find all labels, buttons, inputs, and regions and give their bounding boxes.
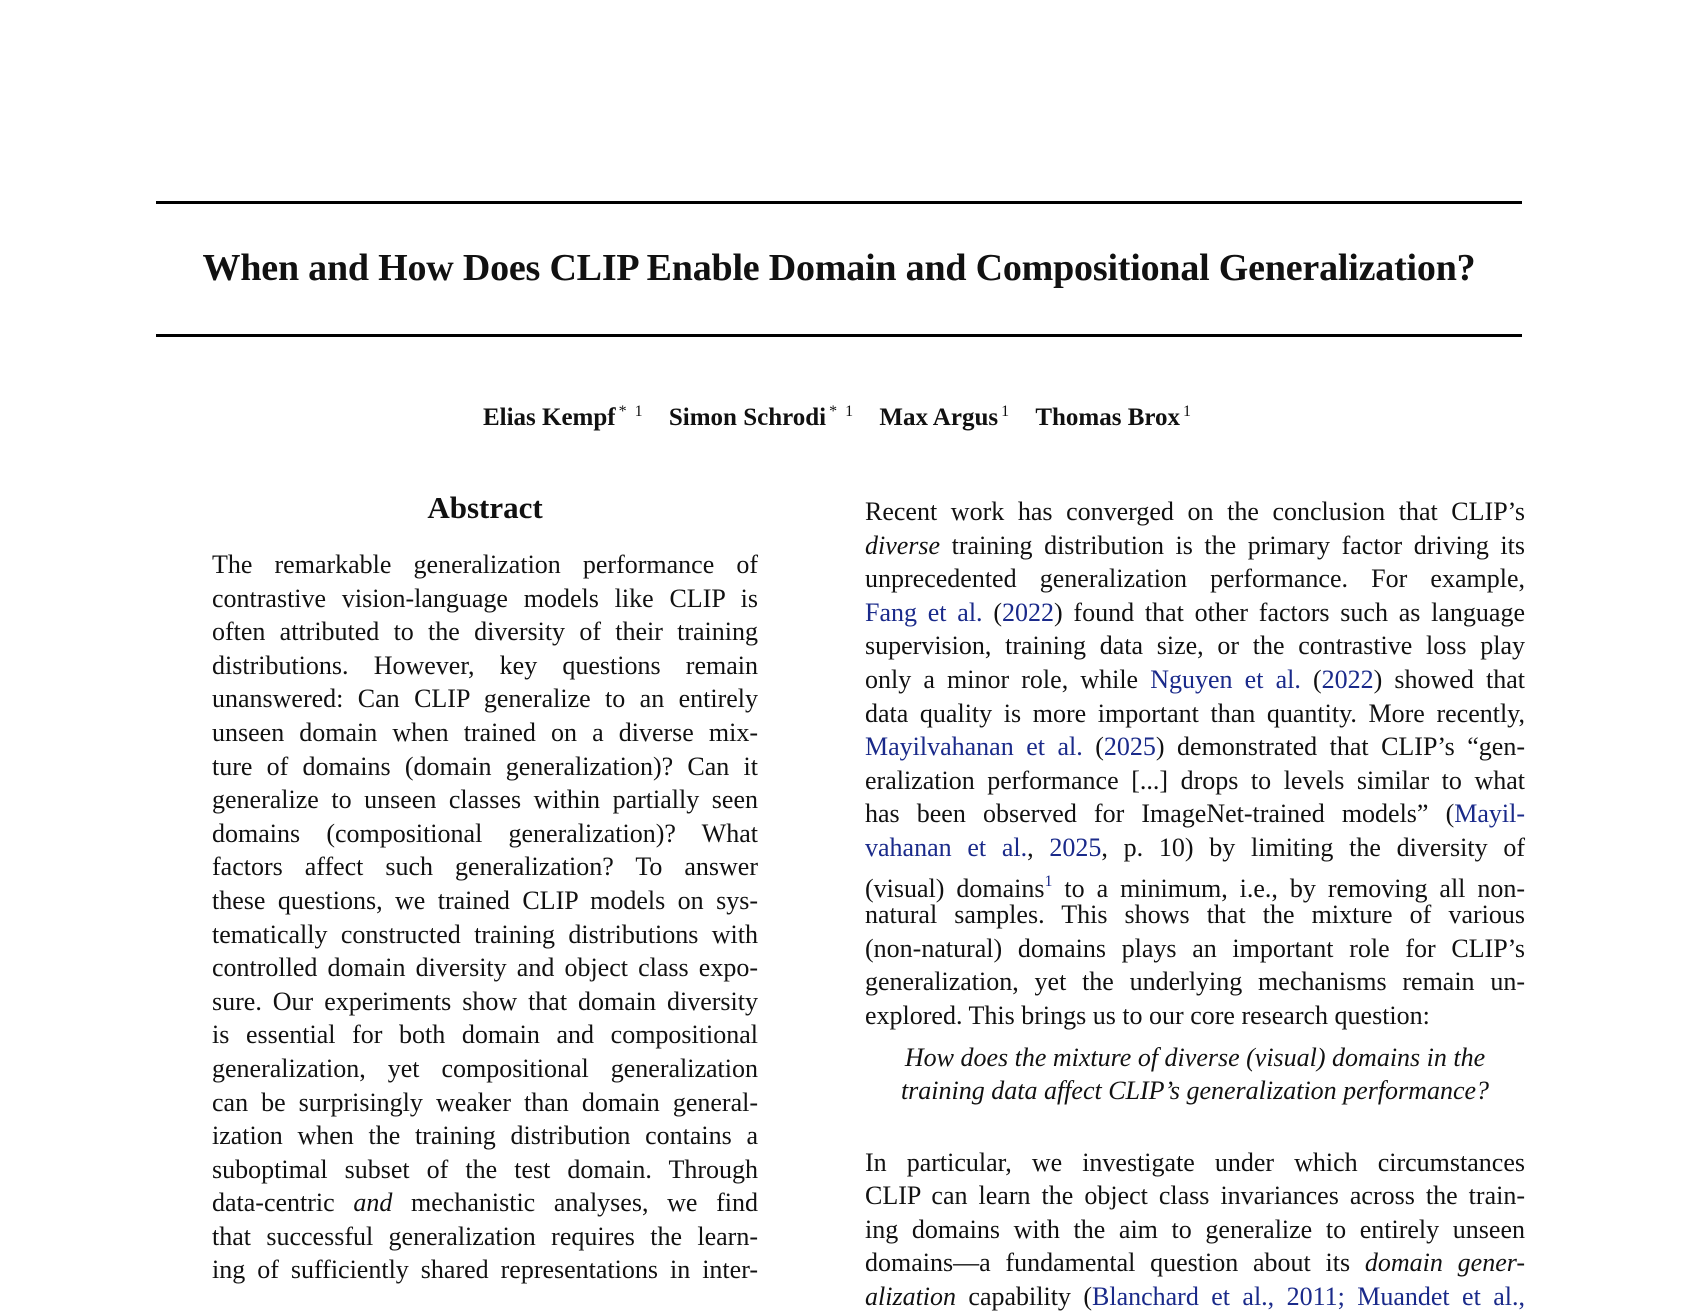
title-bottom-rule bbox=[156, 334, 1522, 337]
author-name: Elias Kempf bbox=[482, 404, 616, 431]
body-line: (non-natural) domains plays an important role for CLIP’s bbox=[865, 933, 1525, 963]
text: data-centric bbox=[212, 1188, 354, 1218]
paragraph-gap bbox=[865, 1108, 1525, 1146]
body-line bbox=[865, 831, 1525, 865]
abstract-line: suboptimal subset of the test domain. Through bbox=[212, 1154, 758, 1184]
text: , bbox=[1027, 832, 1050, 862]
introduction-column bbox=[865, 495, 1525, 1314]
body-line: Recent work has converged on the conclusion that CLIP’s bbox=[865, 497, 1525, 526]
research-question-line: How does the mixture of diverse (visual) domains in the bbox=[904, 1042, 1486, 1072]
abstract-line: that successful generalization requires the learn- bbox=[212, 1221, 758, 1251]
abstract-line: distributions. However, key questions remain bbox=[212, 650, 758, 680]
citation-year-link[interactable]: 2022 bbox=[1321, 664, 1374, 694]
body-line: eralization performance [...] drops to levels similar to what bbox=[865, 765, 1525, 795]
abstract-line bbox=[212, 1186, 758, 1220]
body-line bbox=[865, 529, 1525, 563]
citation-year-link[interactable]: 2025 bbox=[1049, 832, 1102, 862]
citation-link[interactable]: Mayil- bbox=[1454, 799, 1525, 829]
body-line bbox=[865, 797, 1525, 831]
emphasis: diverse bbox=[865, 530, 941, 560]
research-question-line: training data affect CLIP’s generalization performance? bbox=[900, 1076, 1490, 1106]
text: ( bbox=[982, 597, 1002, 627]
author-affiliation: 1 bbox=[1001, 403, 1012, 420]
text: to a minimum, i.e., by removing all non- bbox=[1052, 873, 1526, 903]
intro-paragraph-2 bbox=[865, 1146, 1525, 1314]
body-line: ing domains with the aim to generalize to entirely unseen bbox=[865, 1214, 1525, 1244]
text: ) demonstrated that CLIP’s “gen- bbox=[1155, 732, 1525, 762]
body-line: CLIP can learn the object class invariances across the train- bbox=[865, 1181, 1525, 1211]
text: capability ( bbox=[956, 1282, 1092, 1312]
citation-year-link[interactable]: 2025 bbox=[1103, 732, 1156, 762]
author-affiliation: * 1 bbox=[618, 403, 645, 420]
abstract-line: The remarkable generalization performance of bbox=[212, 550, 758, 579]
abstract-line: factors affect such generalization? To answer bbox=[212, 852, 758, 882]
abstract-line: sure. Our experiments show that domain diversity bbox=[212, 986, 758, 1016]
text: has been observed for ImageNet-trained models” ( bbox=[865, 799, 1455, 829]
research-question bbox=[865, 1041, 1525, 1108]
author-list bbox=[0, 394, 1676, 436]
emphasis: and bbox=[353, 1188, 393, 1218]
abstract-heading: Abstract bbox=[427, 490, 543, 525]
body-line: generalization, yet the underlying mechanisms remain un- bbox=[865, 967, 1525, 997]
abstract-line: ing of sufficiently shared representations in inter- bbox=[212, 1255, 758, 1285]
author bbox=[1035, 404, 1193, 431]
text: , p. 10) by limiting the diversity of bbox=[1101, 832, 1525, 862]
intro-paragraph-1 bbox=[865, 495, 1525, 1033]
emphasis: domain gener- bbox=[1364, 1248, 1525, 1278]
body-line bbox=[865, 1280, 1525, 1314]
body-line: explored. This brings us to our core research question: bbox=[865, 1000, 1430, 1030]
body-line bbox=[865, 865, 1526, 903]
author-name: Thomas Brox bbox=[1035, 404, 1181, 431]
author bbox=[483, 404, 645, 431]
body-line bbox=[865, 1246, 1525, 1280]
abstract-line: ture of domains (domain generalization)? Can it bbox=[212, 751, 758, 781]
citation-link[interactable]: vahanan et al. bbox=[865, 832, 1028, 862]
abstract-line: these questions, we trained CLIP models on sys- bbox=[212, 885, 758, 915]
text: domains—a fundamental question about its bbox=[865, 1248, 1365, 1278]
body-line bbox=[865, 663, 1525, 697]
citation-link[interactable]: Mayilvahanan et al. bbox=[865, 732, 1083, 762]
text: ( bbox=[1300, 664, 1322, 694]
text: ) found that other factors such as language bbox=[1054, 597, 1525, 627]
footnote-marker-link[interactable]: 1 bbox=[1044, 872, 1053, 890]
citation-year-link[interactable]: 2022 bbox=[1002, 597, 1054, 627]
body-line bbox=[865, 596, 1525, 630]
citation-link[interactable]: Fang et al. bbox=[865, 597, 983, 627]
abstract-line: tematically constructed training distributions with bbox=[212, 919, 758, 949]
text: only a minor role, while bbox=[865, 664, 1151, 694]
author bbox=[669, 404, 855, 431]
emphasis: alization bbox=[865, 1282, 957, 1312]
text: training distribution is the primary factor driving its bbox=[940, 530, 1525, 560]
body-line bbox=[865, 730, 1525, 764]
abstract-line: unseen domain when trained on a diverse mix- bbox=[212, 717, 758, 747]
author-name: Simon Schrodi bbox=[668, 404, 827, 431]
text: (visual) domains bbox=[865, 873, 1045, 903]
citation-link[interactable]: Nguyen et al. bbox=[1150, 664, 1301, 694]
abstract-line: ization when the training distribution contains a bbox=[212, 1121, 758, 1151]
body-line: supervision, training data size, or the contrastive loss play bbox=[865, 631, 1525, 661]
abstract-line: controlled domain diversity and object class expo- bbox=[212, 953, 758, 983]
abstract-line: domains (compositional generalization)? What bbox=[212, 818, 758, 848]
text: mechanistic analyses, we find bbox=[392, 1188, 758, 1218]
text: ( bbox=[1082, 732, 1104, 762]
author-name: Max Argus bbox=[879, 404, 999, 431]
body-line: unprecedented generalization performance. For example, bbox=[865, 564, 1525, 594]
body-line: data quality is more important than quantity. More recently, bbox=[865, 698, 1525, 728]
abstract-line: often attributed to the diversity of their training bbox=[212, 617, 758, 647]
abstract-body bbox=[212, 548, 758, 1287]
paper-title: When and How Does CLIP Enable Domain and Compositional Generalization? bbox=[202, 247, 1476, 289]
abstract-line: is essential for both domain and compositional bbox=[212, 1020, 758, 1050]
citation-link[interactable]: Blanchard et al., 2011; Muandet et al., bbox=[1092, 1282, 1525, 1312]
title-top-rule bbox=[156, 201, 1522, 204]
text: ) showed that bbox=[1373, 664, 1525, 694]
abstract-line: can be surprisingly weaker than domain general- bbox=[212, 1087, 758, 1117]
abstract-line: generalization, yet compositional generalization bbox=[212, 1053, 758, 1083]
body-line: natural samples. This shows that the mixture of various bbox=[865, 900, 1525, 930]
author-affiliation: 1 bbox=[1183, 403, 1194, 420]
abstract-column bbox=[212, 490, 758, 1287]
abstract-line: unanswered: Can CLIP generalize to an entirely bbox=[212, 684, 758, 714]
abstract-line: contrastive vision-language models like CLIP is bbox=[212, 583, 758, 613]
abstract-line: generalize to unseen classes within partially seen bbox=[212, 785, 758, 815]
author bbox=[879, 404, 1011, 431]
body-line: In particular, we investigate under which circumstances bbox=[865, 1147, 1525, 1177]
author-affiliation: * 1 bbox=[829, 403, 856, 420]
